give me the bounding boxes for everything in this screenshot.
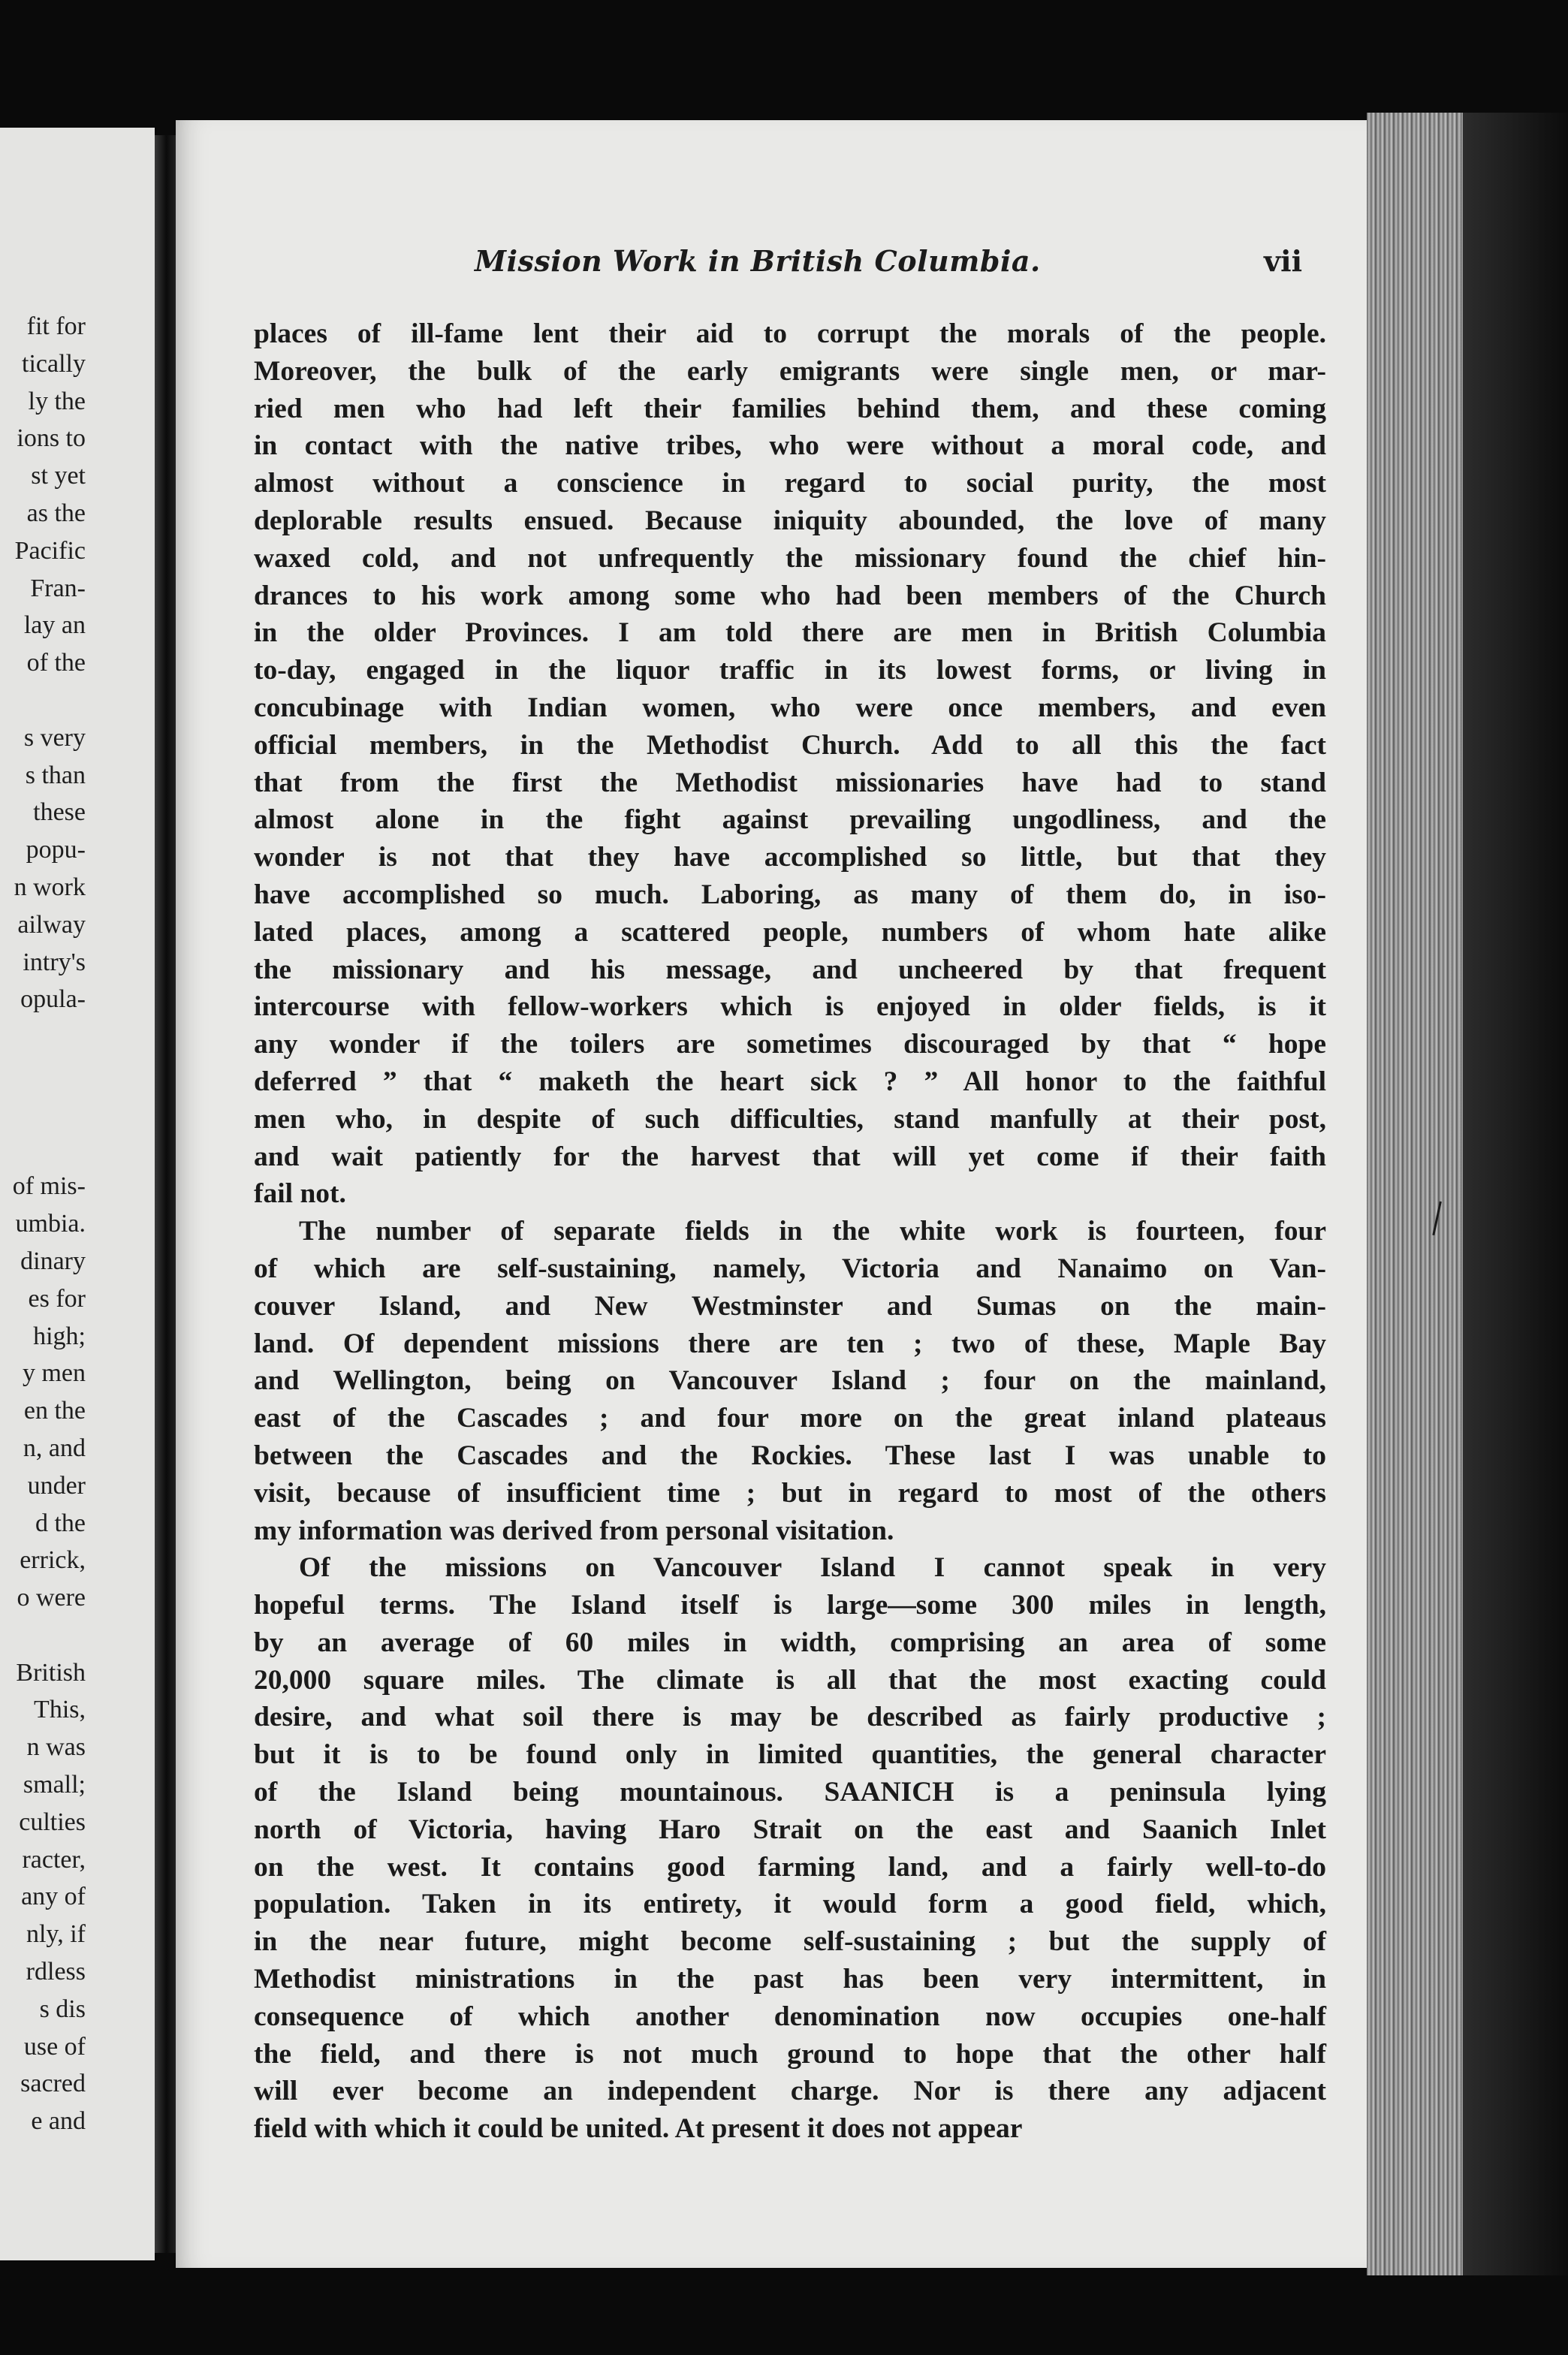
previous-page-line: en the [23, 1397, 86, 1425]
running-title: Mission Work in British Columbia. [475, 244, 1041, 278]
book-page [176, 120, 1367, 2268]
text-line: concubinage with Indian women, who were once members, and even [254, 692, 1326, 723]
previous-page-line: y men [22, 1359, 86, 1388]
previous-page-line: n, and [23, 1434, 86, 1462]
text-line: almost alone in the fight against prevailing ungodliness, and the [254, 804, 1326, 836]
text-line: official members, in the Methodist Church. Add to all this the fact [254, 729, 1326, 761]
text-line: have accomplished so much. Laboring, as many of them do, in iso- [254, 879, 1326, 910]
text-line: lated places, among a scattered people, numbers of whom hate alike [254, 916, 1326, 948]
previous-page-line: use of [23, 2032, 86, 2061]
text-line: almost without a conscience in regard to social purity, the most [254, 468, 1326, 499]
text-line: will ever become an independent charge. Nor is there any adjacent [254, 2076, 1326, 2107]
previous-page-line: es for [28, 1284, 86, 1313]
previous-page-line: these [33, 798, 86, 827]
previous-page-line: s than [25, 761, 86, 789]
page-edges [1367, 113, 1463, 2275]
text-line: the missionary and his message, and uncheered by that frequent [254, 954, 1326, 985]
previous-page-line: s very [23, 723, 86, 752]
previous-page-line: ly the [28, 387, 86, 415]
previous-page-line: British [16, 1658, 86, 1687]
text-line: population. Taken in its entirety, it would form a good field, which, [254, 1889, 1326, 1920]
previous-page-line: under [27, 1471, 86, 1500]
previous-page-line [0, 1131, 86, 1168]
text-line: and Wellington, being on Vancouver Island ; four on the mainland, [254, 1365, 1326, 1397]
previous-page-line: rdless [26, 1958, 86, 1986]
previous-page-text [0, 308, 86, 2140]
text-line: Of the missions on Vancouver Island I cannot speak in very [299, 1552, 1326, 1584]
text-line: on the west. It contains good farming land, and a fairly well-to-do [254, 1851, 1326, 1883]
text-line: field with which it could be united. At present it does not appear [254, 2113, 1023, 2145]
previous-page-line: nly, if [26, 1920, 86, 1949]
text-line: in contact with the native tribes, who were without a moral code, and [254, 430, 1326, 462]
previous-page-line: tically [22, 349, 86, 378]
text-line: land. Of dependent missions there are ten ; two of these, Maple Bay [254, 1328, 1326, 1359]
previous-page-line: d the [35, 1509, 86, 1537]
previous-page-line: high; [33, 1322, 86, 1350]
text-line: north of Victoria, having Haro Strait on the east and Saanich Inlet [254, 1814, 1326, 1845]
previous-page-line: umbia. [15, 1210, 86, 1238]
text-line: wonder is not that they have accomplished so little, but that they [254, 842, 1326, 873]
body-text [254, 315, 1326, 2148]
previous-page-line: e and [31, 2107, 86, 2136]
text-line: Moreover, the bulk of the early emigrants were single men, or mar- [254, 355, 1326, 387]
previous-page-line [0, 1056, 86, 1093]
page-number: vii [1264, 244, 1302, 278]
previous-page-line: fit for [26, 312, 86, 340]
previous-page-line: n was [26, 1733, 86, 1762]
running-head [176, 244, 1367, 289]
previous-page-line: lay an [23, 611, 86, 640]
text-line: of the Island being mountainous. SAANICH is a peninsula lying [254, 1777, 1326, 1808]
text-line: and wait patiently for the harvest that will yet come if their faith [254, 1141, 1326, 1172]
text-line: any wonder if the toilers are sometimes discouraged by that “ hope [254, 1029, 1326, 1060]
previous-page-fragment [0, 128, 155, 2260]
previous-page-line: dinary [20, 1247, 86, 1275]
previous-page-line: Fran- [30, 574, 86, 602]
previous-page-line: of the [26, 649, 86, 677]
text-line: places of ill-fame lent their aid to corrupt the morals of the people. [254, 318, 1326, 349]
previous-page-line [0, 1617, 86, 1654]
text-line: to-day, engaged in the liquor traffic in its lowest forms, or living in [254, 655, 1326, 686]
text-line: deplorable results ensued. Because iniquity abounded, the love of many [254, 505, 1326, 536]
text-line: the field, and there is not much ground to hope that the other half [254, 2038, 1326, 2070]
text-line: east of the Cascades ; and four more on the great inland plateaus [254, 1403, 1326, 1434]
text-line: but it is to be found only in limited quantities, the general character [254, 1739, 1326, 1771]
previous-page-line: errick, [20, 1546, 86, 1575]
text-line: 20,000 square miles. The climate is all that the most exacting could [254, 1664, 1326, 1696]
previous-page-line: intry's [23, 948, 86, 976]
previous-page-line: as the [26, 499, 86, 527]
previous-page-line: small; [23, 1771, 86, 1799]
text-line: hopeful terms. The Island itself is large—some 300 miles in length, [254, 1590, 1326, 1621]
text-line: of which are self-sustaining, namely, Victoria and Nanaimo on Van- [254, 1253, 1326, 1284]
text-line: in the near future, might become self-sustaining ; but the supply of [254, 1926, 1326, 1958]
text-line: visit, because of insufficient time ; but in regard to most of the others [254, 1477, 1326, 1509]
previous-page-line: culties [19, 1808, 86, 1836]
previous-page-line: popu- [26, 836, 86, 864]
text-line: intercourse with fellow-workers which is enjoyed in older fields, is it [254, 991, 1326, 1023]
binding-gutter [155, 135, 176, 2253]
page-edges-shadow [1463, 113, 1568, 2275]
previous-page-line: st yet [31, 462, 86, 490]
previous-page-line: ailway [17, 910, 86, 939]
text-line: The number of separate fields in the white work is fourteen, four [299, 1216, 1326, 1247]
previous-page-line [0, 1093, 86, 1131]
text-line: between the Cascades and the Rockies. These last I was unable to [254, 1440, 1326, 1471]
previous-page-line: ions to [17, 424, 86, 453]
text-line: men who, in despite of such difficulties, stand manfully at their post, [254, 1103, 1326, 1135]
previous-page-line: o were [17, 1584, 86, 1612]
text-line: drances to his work among some who had been members of the Church [254, 580, 1326, 611]
text-line: consequence of which another denomination now occupies one-half [254, 2001, 1326, 2032]
text-line: that from the first the Methodist missionaries have had to stand [254, 767, 1326, 798]
text-line: fail not. [254, 1178, 346, 1210]
text-line: desire, and what soil there is may be described as fairly productive ; [254, 1702, 1326, 1733]
previous-page-line: any of [21, 1883, 86, 1911]
previous-page-line: This, [34, 1696, 86, 1724]
previous-page-line: racter, [22, 1845, 86, 1874]
text-line: my information was derived from personal visitation. [254, 1515, 894, 1546]
text-line: in the older Provinces. I am told there are men in British Columbia [254, 617, 1326, 649]
previous-page-line: Pacific [14, 536, 86, 565]
text-line: couver Island, and New Westminster and Sumas on the main- [254, 1290, 1326, 1322]
text-line: waxed cold, and not unfrequently the missionary found the chief hin- [254, 542, 1326, 574]
previous-page-line: n work [14, 873, 86, 901]
text-line: by an average of 60 miles in width, comprising an area of some [254, 1627, 1326, 1658]
text-line: deferred ” that “ maketh the heart sick ? ” All honor to the faithful [254, 1066, 1326, 1097]
previous-page-line: of mis- [12, 1172, 86, 1201]
text-line: Methodist ministrations in the past has been very intermittent, in [254, 1964, 1326, 1995]
previous-page-line: s dis [39, 1995, 86, 2023]
previous-page-line: opula- [20, 985, 86, 1014]
text-line: ried men who had left their families behind them, and these coming [254, 393, 1326, 424]
previous-page-line: sacred [20, 2070, 86, 2098]
previous-page-line [0, 1018, 86, 1056]
previous-page-line [0, 682, 86, 719]
